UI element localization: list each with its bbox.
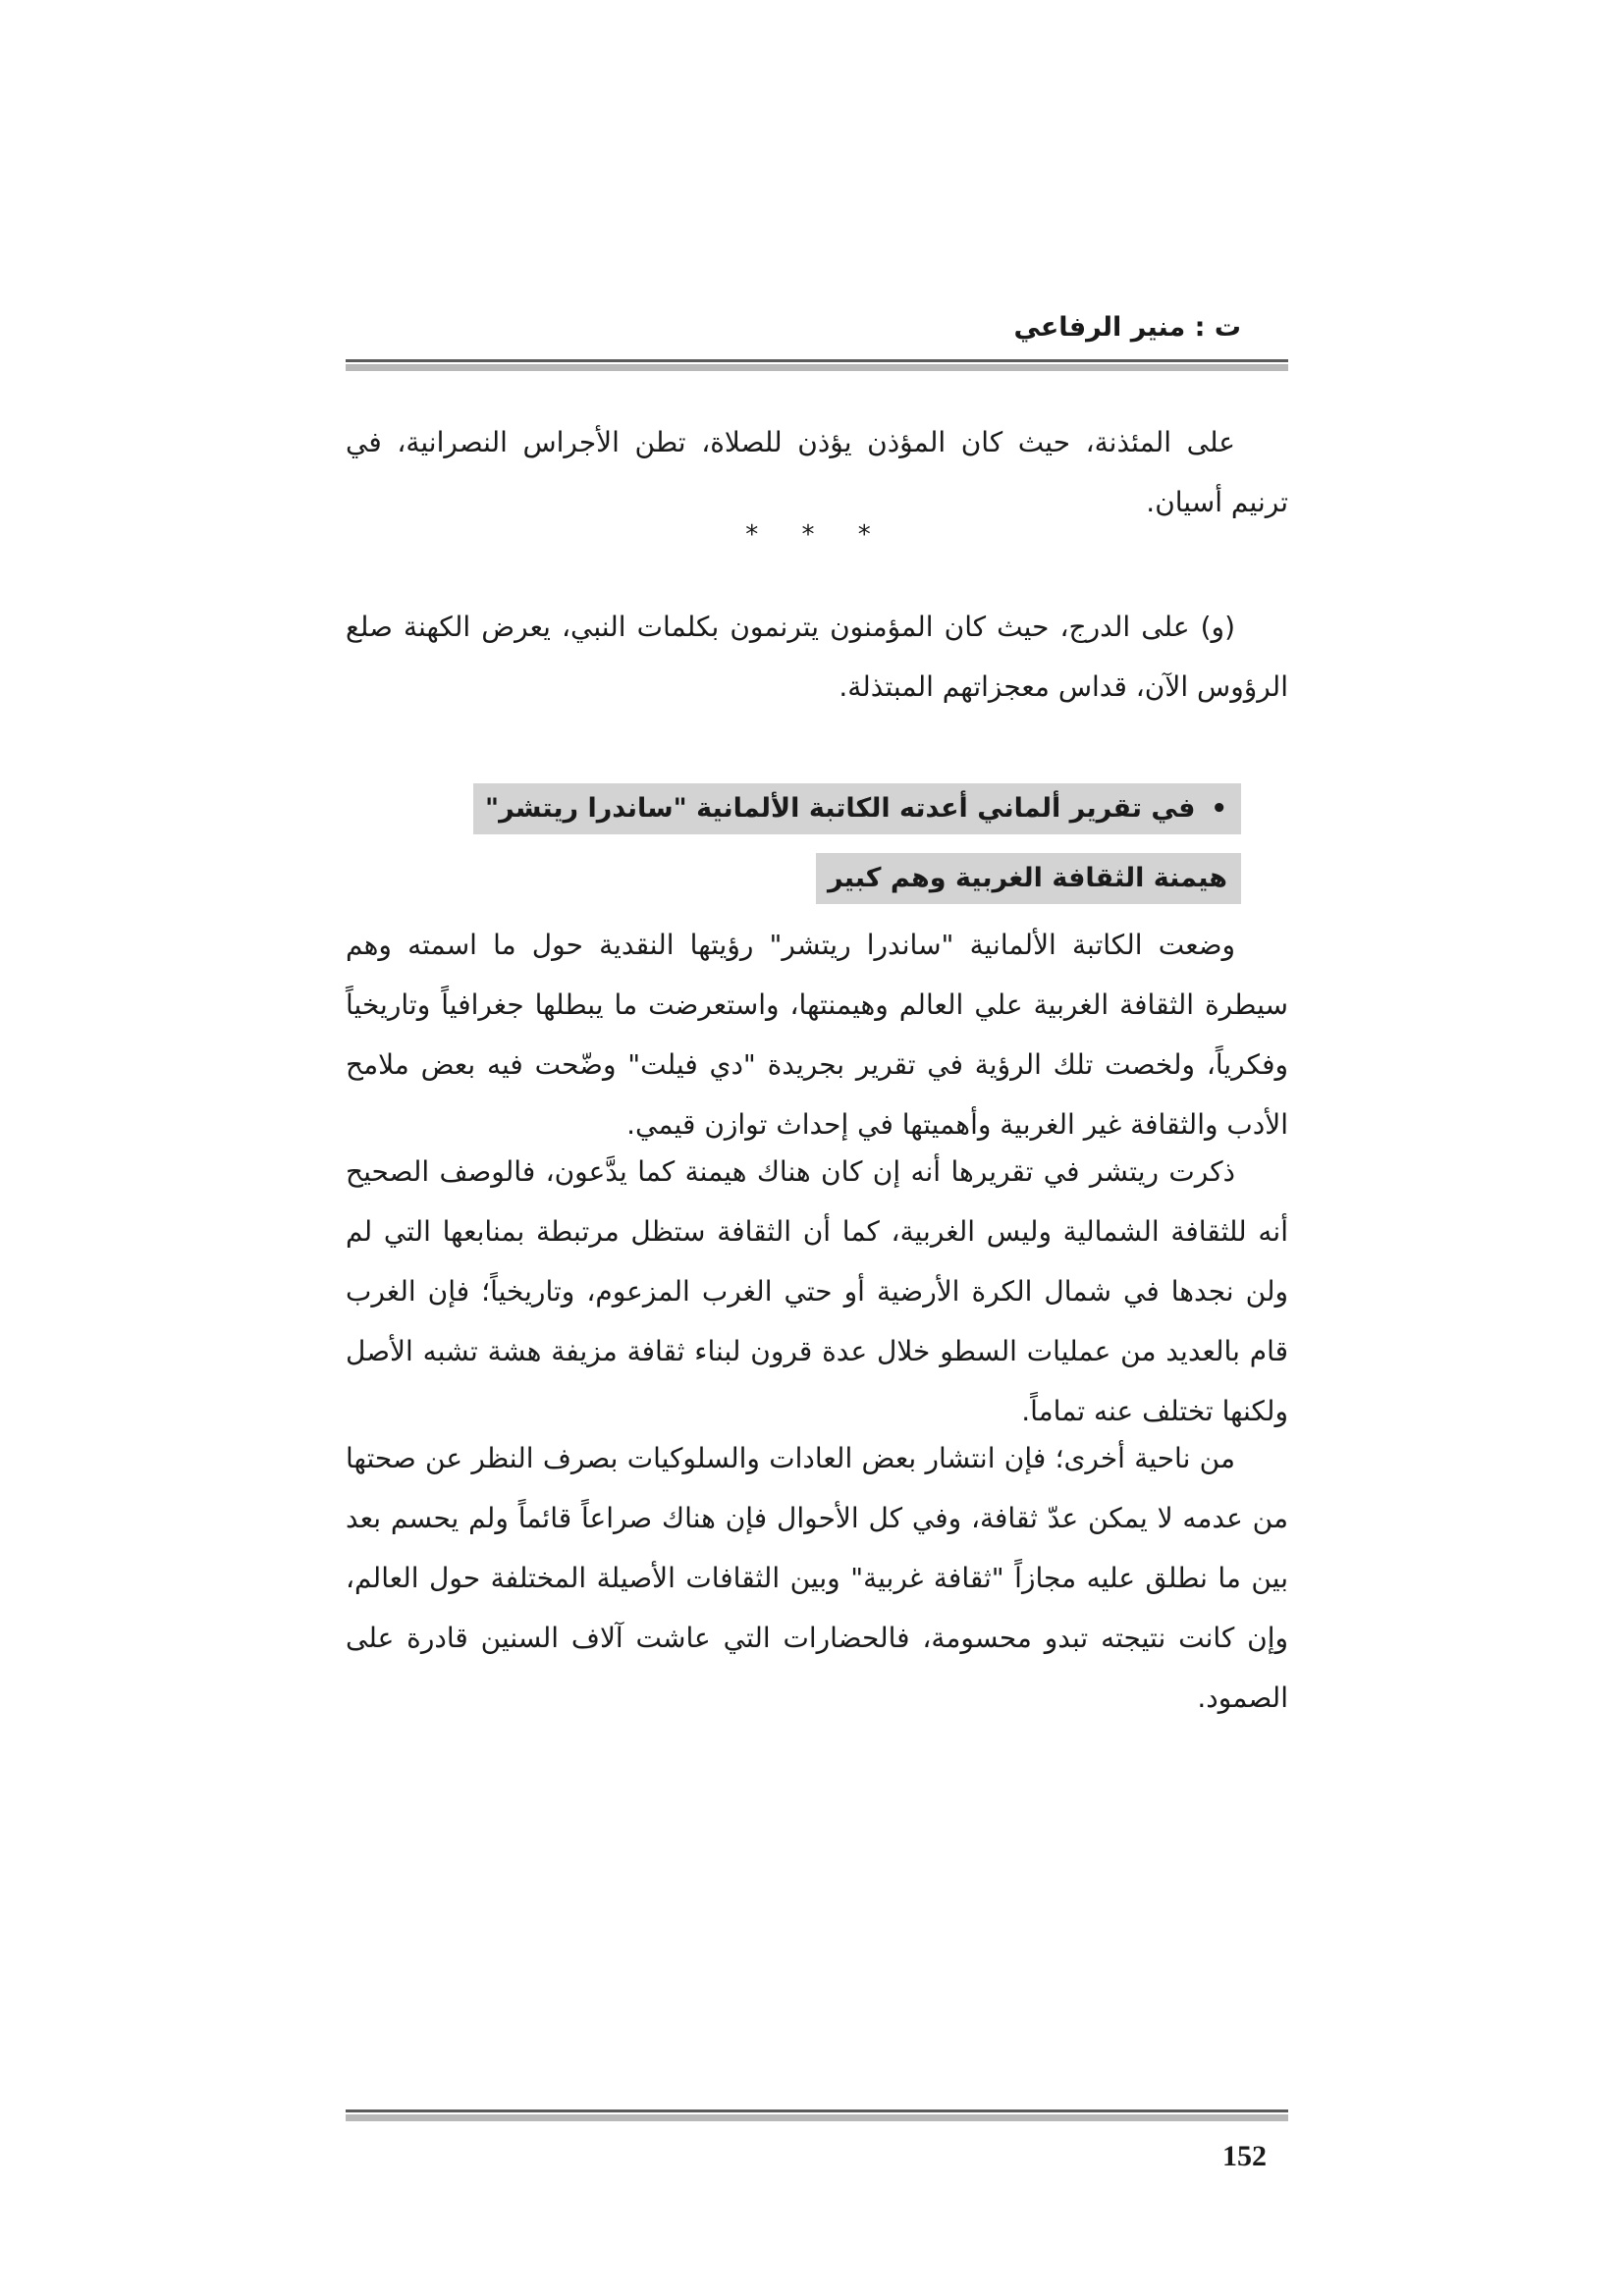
page-number: 152	[1222, 2140, 1267, 2172]
header-rule	[346, 359, 1288, 371]
paragraph-4	[346, 1142, 1288, 1455]
paragraph-2-text: (و) على الدرج، حيث كان المؤمنون يترنمون بكلمات النبي، يعرض الكهنة صلع الرؤوس الآن، قداس معجزاتهم المبتذلة.	[346, 611, 1288, 703]
paragraph-1-text: على المئذنة، حيث كان المؤذن يؤذن للصلاة، تطن الأجراس النصرانية، في ترنيم أسيان.	[346, 426, 1288, 518]
section-heading-2-text: هيمنة الثقافة الغربية وهم كبير	[827, 863, 1227, 893]
section-heading-1	[473, 783, 1241, 834]
paragraph-5	[346, 1428, 1288, 1741]
running-header-title: ت : منير الرفاعي	[1013, 312, 1241, 343]
footer-rule	[346, 2109, 1288, 2121]
section-heading-2	[816, 853, 1241, 904]
paragraph-5-text: من ناحية أخرى؛ فإن انتشار بعض العادات والسلوكيات بصرف النظر عن صحتها من عدمه لا يمكن عدّ ثقافة، وفي كل الأحوال فإن هناك صراعاً قائماً ولم يحسم بعد بين ما نطلق عليه مجازاً "ثقافة غربية" وبين الثقافات الأصيلة المختلفة حول العالم، وإن كانت نتيجته تبدو محسومة، فالحضارات التي عاشت آلاف السنين قادرة على الصمود.	[346, 1442, 1288, 1714]
paragraph-3	[346, 915, 1288, 1168]
paragraph-2	[346, 597, 1288, 730]
paragraph-4-text: ذكرت ريتشر في تقريرها أنه إن كان هناك هيمنة كما يدَّعون، فالوصف الصحيح أنه للثقافة الشمالية وليس الغربية، كما أن الثقافة ستظل مرتبطة بمنابعها التي لم ولن نجدها في شمال الكرة الأرضية أو حتي الغرب المزعوم، وتاريخياً؛ فإن الغرب قام بالعديد من عمليات السطو خلال عدة قرون لبناء ثقافة مزيفة هشة تشبه الأصل ولكنها تختلف عنه تماماً.	[346, 1155, 1288, 1427]
section-heading-1-text: في تقرير ألماني أعدته الكاتبة الألمانية "ساندرا ريتشر"	[485, 793, 1196, 824]
bullet-icon: •	[1211, 794, 1227, 824]
paragraph-3-text: وضعت الكاتبة الألمانية "ساندرا ريتشر" رؤيتها النقدية حول ما اسمته وهم سيطرة الثقافة الغربية علي العالم وهيمنتها، واستعرضت ما يبطلها جغرافياً وتاريخياً وفكرياً، ولخصت تلك الرؤية في تقرير بجريدة "دي فيلت" وضّحت فيه بعض ملامح الأدب والثقافة غير الغربية وأهميتها في إحداث توازن قيمي.	[346, 929, 1288, 1141]
section-separator: * * *	[745, 520, 889, 550]
